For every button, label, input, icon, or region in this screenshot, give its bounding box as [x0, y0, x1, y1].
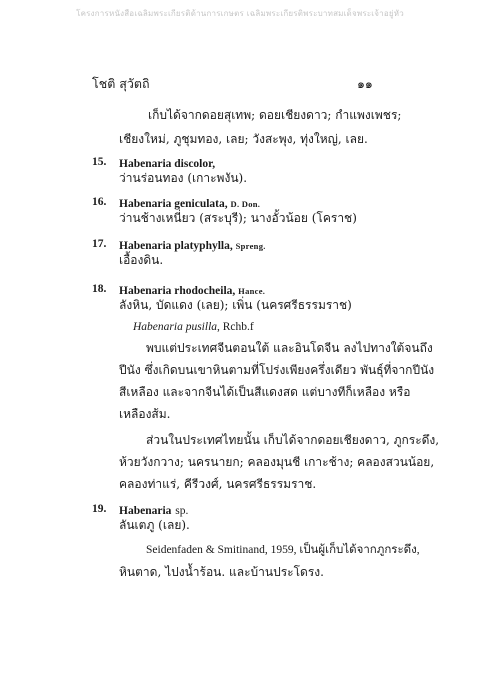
intro-line: เก็บได้จากดอยสุเทพ; ดอยเชียงดาว; กำแพงเพชร;	[148, 108, 402, 122]
reference-line: หินตาด, ไปงน้ำร้อน. และบ้านประโดรง.	[119, 565, 324, 579]
entry-number: 17.	[92, 238, 107, 250]
description-line: พบแต่ประเทศจีนตอนใต้ และอินโดจีน ลงไปทางใต้จนถึง	[146, 341, 433, 355]
running-head: โชติ สุวัตถิ	[92, 76, 150, 91]
common-name-line: เอื้องดิน.	[119, 253, 164, 267]
distribution-line: ห้วยวังกวาง; นครนายก; คลองมุนชี เกาะช้าง; คลองสวนน้อย,	[119, 455, 435, 469]
entry-number: 18.	[92, 283, 107, 295]
page-number: ๑๑	[357, 76, 373, 91]
distribution-line: ส่วนในประเทศไทยนั้น เก็บได้จากดอยเชียงดาว, ภูกระดึง,	[146, 433, 440, 447]
species-name: Habenaria platyphylla	[119, 240, 230, 252]
species-author: sp.	[175, 505, 189, 517]
description-line: สีเหลือง และจากจีนได้เป็นสีแดงสด แต่บางทีก็เหลือง หรือ	[119, 385, 411, 399]
species-heading: Habenaria platyphylla, Spreng.	[119, 240, 266, 252]
species-heading: Habenaria rhodocheila, Hance.	[119, 285, 266, 297]
synonym-name: Habenaria pusilla	[133, 321, 218, 333]
species-name: Habenaria	[119, 505, 172, 517]
species-heading: Habenaria discolor,	[119, 158, 216, 170]
species-author: Hance.	[238, 286, 266, 296]
species-name: Habenaria rhodocheila	[119, 285, 233, 297]
entry-number: 15.	[92, 156, 107, 168]
description-line: ปีนัง ซึ่งเกิดบนเขาหินตามที่โปร่งเพียงครึ่งเดียว พันธุ์ที่จากปีนัง	[119, 363, 435, 377]
intro-line: เชียงใหม่, ภูชุมทอง, เลย; วังสะพุง, ทุ่งใหญ่, เลย.	[119, 132, 368, 146]
synonym-author: Rchb.f	[222, 321, 254, 333]
synonym-line: Habenaria pusilla, Rchb.f	[133, 321, 254, 333]
species-heading: Habenaria geniculata, D. Don.	[119, 198, 261, 210]
species-name: Habenaria discolor	[119, 158, 213, 170]
species-heading	[119, 503, 188, 518]
description-line: เหลืองส้ม.	[119, 407, 171, 421]
entry-number: 16.	[92, 196, 107, 208]
common-name-line: ว่านช้างเหนี่ยว (สระบุรี); นางอั้วน้อย (โคราช)	[119, 211, 357, 225]
common-name-line: ว่านร่อนทอง (เกาะพงัน).	[119, 171, 248, 185]
species-author: D. Don.	[230, 199, 261, 209]
reference-line: Seidenfaden & Smitinand, 1959, เป็นผู้เก็บได้จากภูกระดึง,	[146, 544, 420, 556]
common-name-line: ลันเตภู (เลย).	[119, 518, 190, 532]
watermark: โครงการหนังสือเฉลิมพระเกียรติด้านการเกษตร เฉลิมพระเกียรติพระบาทสมเด็จพระเจ้าอยู่หัว	[76, 9, 404, 18]
common-name-line: ลังหิน, บัดแดง (เลย); เพิ่น (นครศรีธรรมราช)	[119, 298, 352, 312]
species-name: Habenaria geniculata	[119, 198, 225, 210]
distribution-line: คลองท่าแร่, คีรีวงศ์, นครศรีธรรมราช.	[119, 477, 317, 491]
entry-number: 19.	[92, 503, 107, 515]
species-author: Spreng.	[235, 241, 266, 251]
